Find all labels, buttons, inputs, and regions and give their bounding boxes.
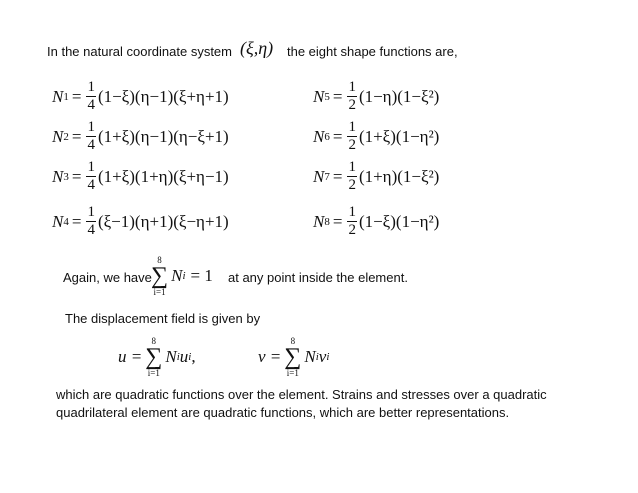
shape-function-symbol: N [313, 86, 325, 106]
shape-function-n3: N 3 = $\frac{1}{4}$ (1+ξ)(1+η)(ξ+η−1) [52, 159, 229, 193]
shape-function-index: 2 [63, 130, 69, 143]
shape-function-n1: N 1 = $\frac{1}{4}$ (1−ξ)(η−1)(ξ+η+1) [52, 79, 229, 113]
intro-coords: (ξ,η) [240, 38, 274, 58]
coefficient-fraction: $\frac{1}{4}$ [87, 159, 95, 193]
shape-function-n8: N 8 = $\frac{1}{2}$ (1−ξ)(1−η²) [313, 204, 440, 238]
shape-function-body: (1−ξ)(η−1)(ξ+η+1) [97, 86, 229, 106]
sum-lower-limit: i=1 [153, 286, 166, 297]
conclusion-line-1: which are quadratic functions over the element. Strains and stresses over a quadratic [56, 387, 547, 402]
conclusion-line-2: quadrilateral element are quadratic functions, which are better representations. [56, 405, 510, 420]
shape-function-symbol: N [313, 166, 325, 186]
shape-function-body: (1−η)(1−ξ²) [358, 86, 440, 106]
partition-of-unity-equation [148, 256, 213, 297]
shape-function-symbol: N [52, 86, 64, 106]
shape-function-symbol: N [52, 126, 64, 146]
shape-function-body: (1+ξ)(1+η)(ξ+η−1) [97, 166, 229, 186]
displacement-text: The displacement field is given by [65, 311, 261, 326]
shape-function-index: 6 [324, 130, 330, 143]
sum-term-subscript: i [182, 270, 186, 283]
shape-function-index: 5 [324, 90, 330, 103]
shape-function-symbol: N [52, 166, 64, 186]
shape-function-body: (1−ξ)(1−η²) [358, 211, 440, 231]
coefficient-fraction: $\frac{1}{4}$ [87, 79, 95, 113]
shape-function-index: 1 [63, 90, 69, 103]
sum-upper-limit: 8 [157, 255, 162, 265]
u-displacement-equation: u = 8 ∑ i=1 N i u i , [118, 336, 196, 378]
coefficient-fraction: $\frac{1}{4}$ [87, 204, 95, 238]
coefficient-fraction: $\frac{1}{2}$ [348, 119, 356, 153]
shape-function-index: 3 [63, 170, 69, 183]
shape-function-index: 4 [63, 215, 69, 228]
shape-function-n2: N 2 = $\frac{1}{4}$ (1+ξ)(η−1)(η−ξ+1) [52, 119, 229, 153]
intro-text-before: In the natural coordinate system [47, 44, 232, 59]
coefficient-fraction: $\frac{1}{2}$ [348, 159, 356, 193]
v-displacement-equation: v = 8 ∑ i=1 N i v i [258, 336, 330, 378]
coefficient-fraction: $\frac{1}{2}$ [348, 204, 356, 238]
u-lhs: u = [118, 347, 143, 367]
u-summation: 8 ∑ i=1 [145, 336, 163, 378]
shape-function-n5: N 5 = $\frac{1}{2}$ (1−η)(1−ξ²) [313, 79, 440, 113]
shape-function-n4: N 4 = $\frac{1}{4}$ (ξ−1)(η+1)(ξ−η+1) [52, 204, 229, 238]
coefficient-fraction: $\frac{1}{4}$ [87, 119, 95, 153]
shape-function-index: 7 [324, 170, 330, 183]
shape-function-symbol: N [313, 126, 325, 146]
shape-function-body: (1+η)(1−ξ²) [358, 166, 440, 186]
shape-function-n6: N 6 = $\frac{1}{2}$ (1+ξ)(1−η²) [313, 119, 440, 153]
shape-function-symbol: N [313, 211, 325, 231]
v-summation: 8 ∑ i=1 [284, 336, 302, 378]
shape-function-symbol: N [52, 211, 64, 231]
shape-function-body: (ξ−1)(η+1)(ξ−η+1) [97, 211, 229, 231]
shape-function-n7: N 7 = $\frac{1}{2}$ (1+η)(1−ξ²) [313, 159, 440, 193]
summation-symbol: 8 ∑ i=1 [151, 255, 169, 297]
again-text-after: at any point inside the element. [228, 270, 408, 285]
coefficient-fraction: $\frac{1}{2}$ [348, 79, 356, 113]
sum-term: N [171, 266, 183, 286]
v-lhs: v = [258, 347, 282, 367]
sum-equals: = 1 [190, 266, 213, 286]
shape-function-body: (1+ξ)(1−η²) [358, 126, 440, 146]
again-text-before: Again, we have [63, 270, 152, 285]
shape-function-body: (1+ξ)(η−1)(η−ξ+1) [97, 126, 229, 146]
intro-text-after: the eight shape functions are, [287, 44, 458, 59]
shape-function-index: 8 [324, 215, 330, 228]
